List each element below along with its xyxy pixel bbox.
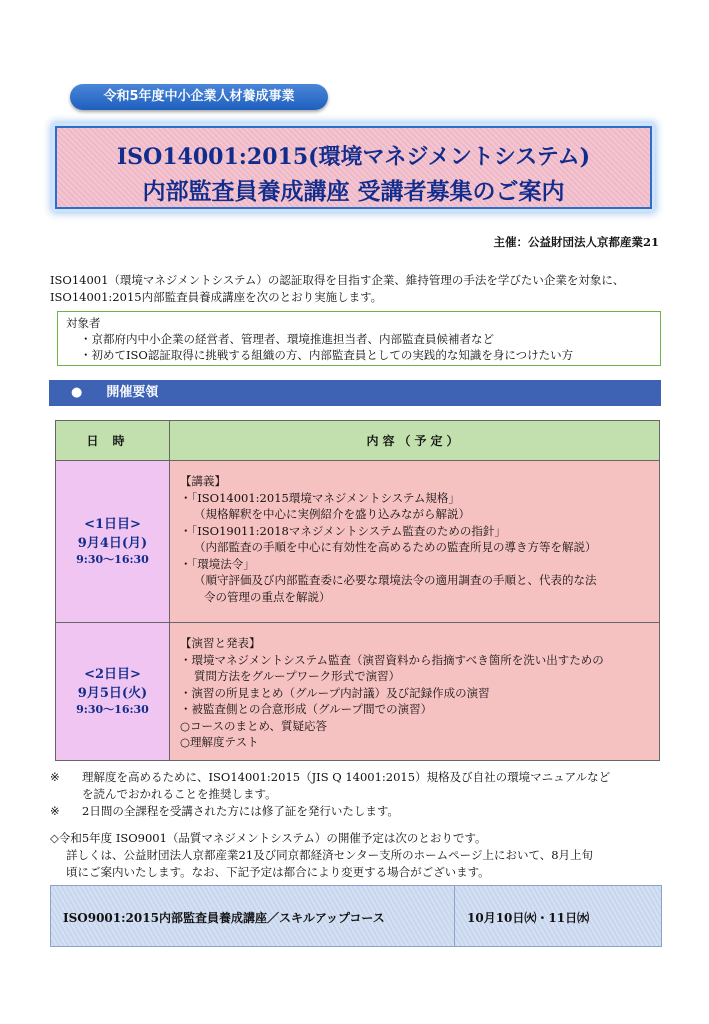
target-item: ・京都府内中小企業の経営者、管理者、環境推進担当者、内部監査員候補者など [80, 332, 494, 346]
section-title: 開催要領 [106, 385, 159, 400]
title-line-2: 内部監査員養成講座 受講者募集のご案内 [142, 178, 565, 205]
course-date: 10月10日㈫・11日㈬ [467, 911, 590, 925]
notes [50, 769, 662, 820]
content-line: 令の管理の重点を解説） [204, 589, 331, 604]
note-2 [50, 803, 662, 820]
note-text: 2日間の全課程を受講された方には修了証を発行いたします。 [82, 804, 399, 818]
note-mark: ※ [50, 804, 60, 818]
day1-content [170, 461, 659, 622]
target-item: ・初めてISO認証取得に挑戦する組織の方、内部監査員としての実践的な知識を身につけたい方 [80, 348, 574, 362]
header-content: 内容（予定） [170, 421, 659, 461]
header-date: 日時 [56, 421, 170, 461]
divider [454, 886, 455, 946]
target-audience-box [57, 311, 661, 366]
plan-line: 詳しくは、公益財団法人京都産業21及び同京都経済センター支所のホームページ上において、8月上旬 [66, 848, 594, 862]
content-line: ・演習の所見まとめ（グループ内討議）及び記録作成の演習 [180, 685, 490, 700]
note-text: 理解度を高めるために、ISO14001:2015（JIS Q 14001:2015）規格及び自社の環境マニュアルなど [82, 770, 611, 784]
note-text: を読んでおかれることを推奨します。 [82, 787, 277, 801]
content-line: ・環境マネジメントシステム監査（演習資料から指摘すべき箇所を洗い出すための [180, 652, 604, 667]
content-line: 質問方法をグループワーク形式で演習） [194, 669, 401, 683]
bullet-icon: ● [71, 385, 83, 400]
content-line: ・被監査側との合意形成（グループ間での演習） [180, 702, 433, 716]
content-line: ・「ISO14001:2015環境マネジメントシステム規格」 [180, 490, 460, 505]
day2-date: 9月5日(火) [77, 686, 148, 701]
day1-label: <1日目> [84, 517, 141, 532]
schedule-table [55, 420, 660, 761]
day1-cell [56, 461, 170, 622]
plan-line: 頃にご案内いたします。なお、下記予定は都合により変更する場合がございます。 [66, 865, 490, 879]
title-banner [55, 126, 652, 209]
title-line-1: ISO14001:2015(環境マネジメントシステム) [116, 144, 591, 170]
organizer: 主催：公益財団法人京都産業21 [493, 235, 659, 249]
day1-date: 9月4日(月) [77, 536, 148, 551]
plan-line: ◇令和5年度 ISO9001（品質マネジメントシステム）の開催予定は次のとおりです。 [50, 831, 487, 845]
program-badge: 令和5年度中小企業人材養成事業 [70, 84, 328, 110]
note-1 [50, 769, 662, 803]
content-line: ○理解度テスト [180, 735, 259, 749]
content-line: 【演習と発表】 [180, 636, 261, 650]
day2-content [170, 622, 659, 760]
note-mark: ※ [50, 770, 60, 784]
iso9001-plan [50, 830, 662, 881]
day2-time: 9:30～16:30 [76, 703, 149, 716]
target-heading: 対象者 [66, 316, 101, 330]
day1-time: 9:30～16:30 [76, 553, 149, 566]
content-line: ・「ISO19011:2018マネジメントシステム監査のための指針」 [180, 523, 506, 538]
course-name: ISO9001:2015内部監査員養成講座／スキルアップコース [63, 911, 385, 925]
content-line: ・「環境法令」 [180, 556, 255, 571]
course-box [50, 885, 662, 947]
section-bar-overview [49, 380, 661, 406]
day2-cell [56, 622, 170, 760]
content-line: ○コースのまとめ、質疑応答 [180, 718, 327, 733]
content-line: 【講義】 [180, 474, 226, 488]
content-line: （内部監査の手順を中心に有効性を高めるための監査所見の導き方等を解説） [194, 540, 597, 554]
content-line: （規格解釈を中心に実例紹介を盛り込みながら解説） [194, 507, 470, 521]
content-line: （順守評価及び内部監査委に必要な環境法令の適用調査の手順と、代表的な法 [194, 573, 597, 587]
intro-text: ISO14001（環境マネジメントシステム）の認証取得を目指す企業、維持管理の手法を学びたい企業を対象に、ISO14001:2015内部監査員養成講座を次のとおり実施します。 [50, 273, 625, 304]
day2-label: <2日目> [84, 667, 141, 682]
